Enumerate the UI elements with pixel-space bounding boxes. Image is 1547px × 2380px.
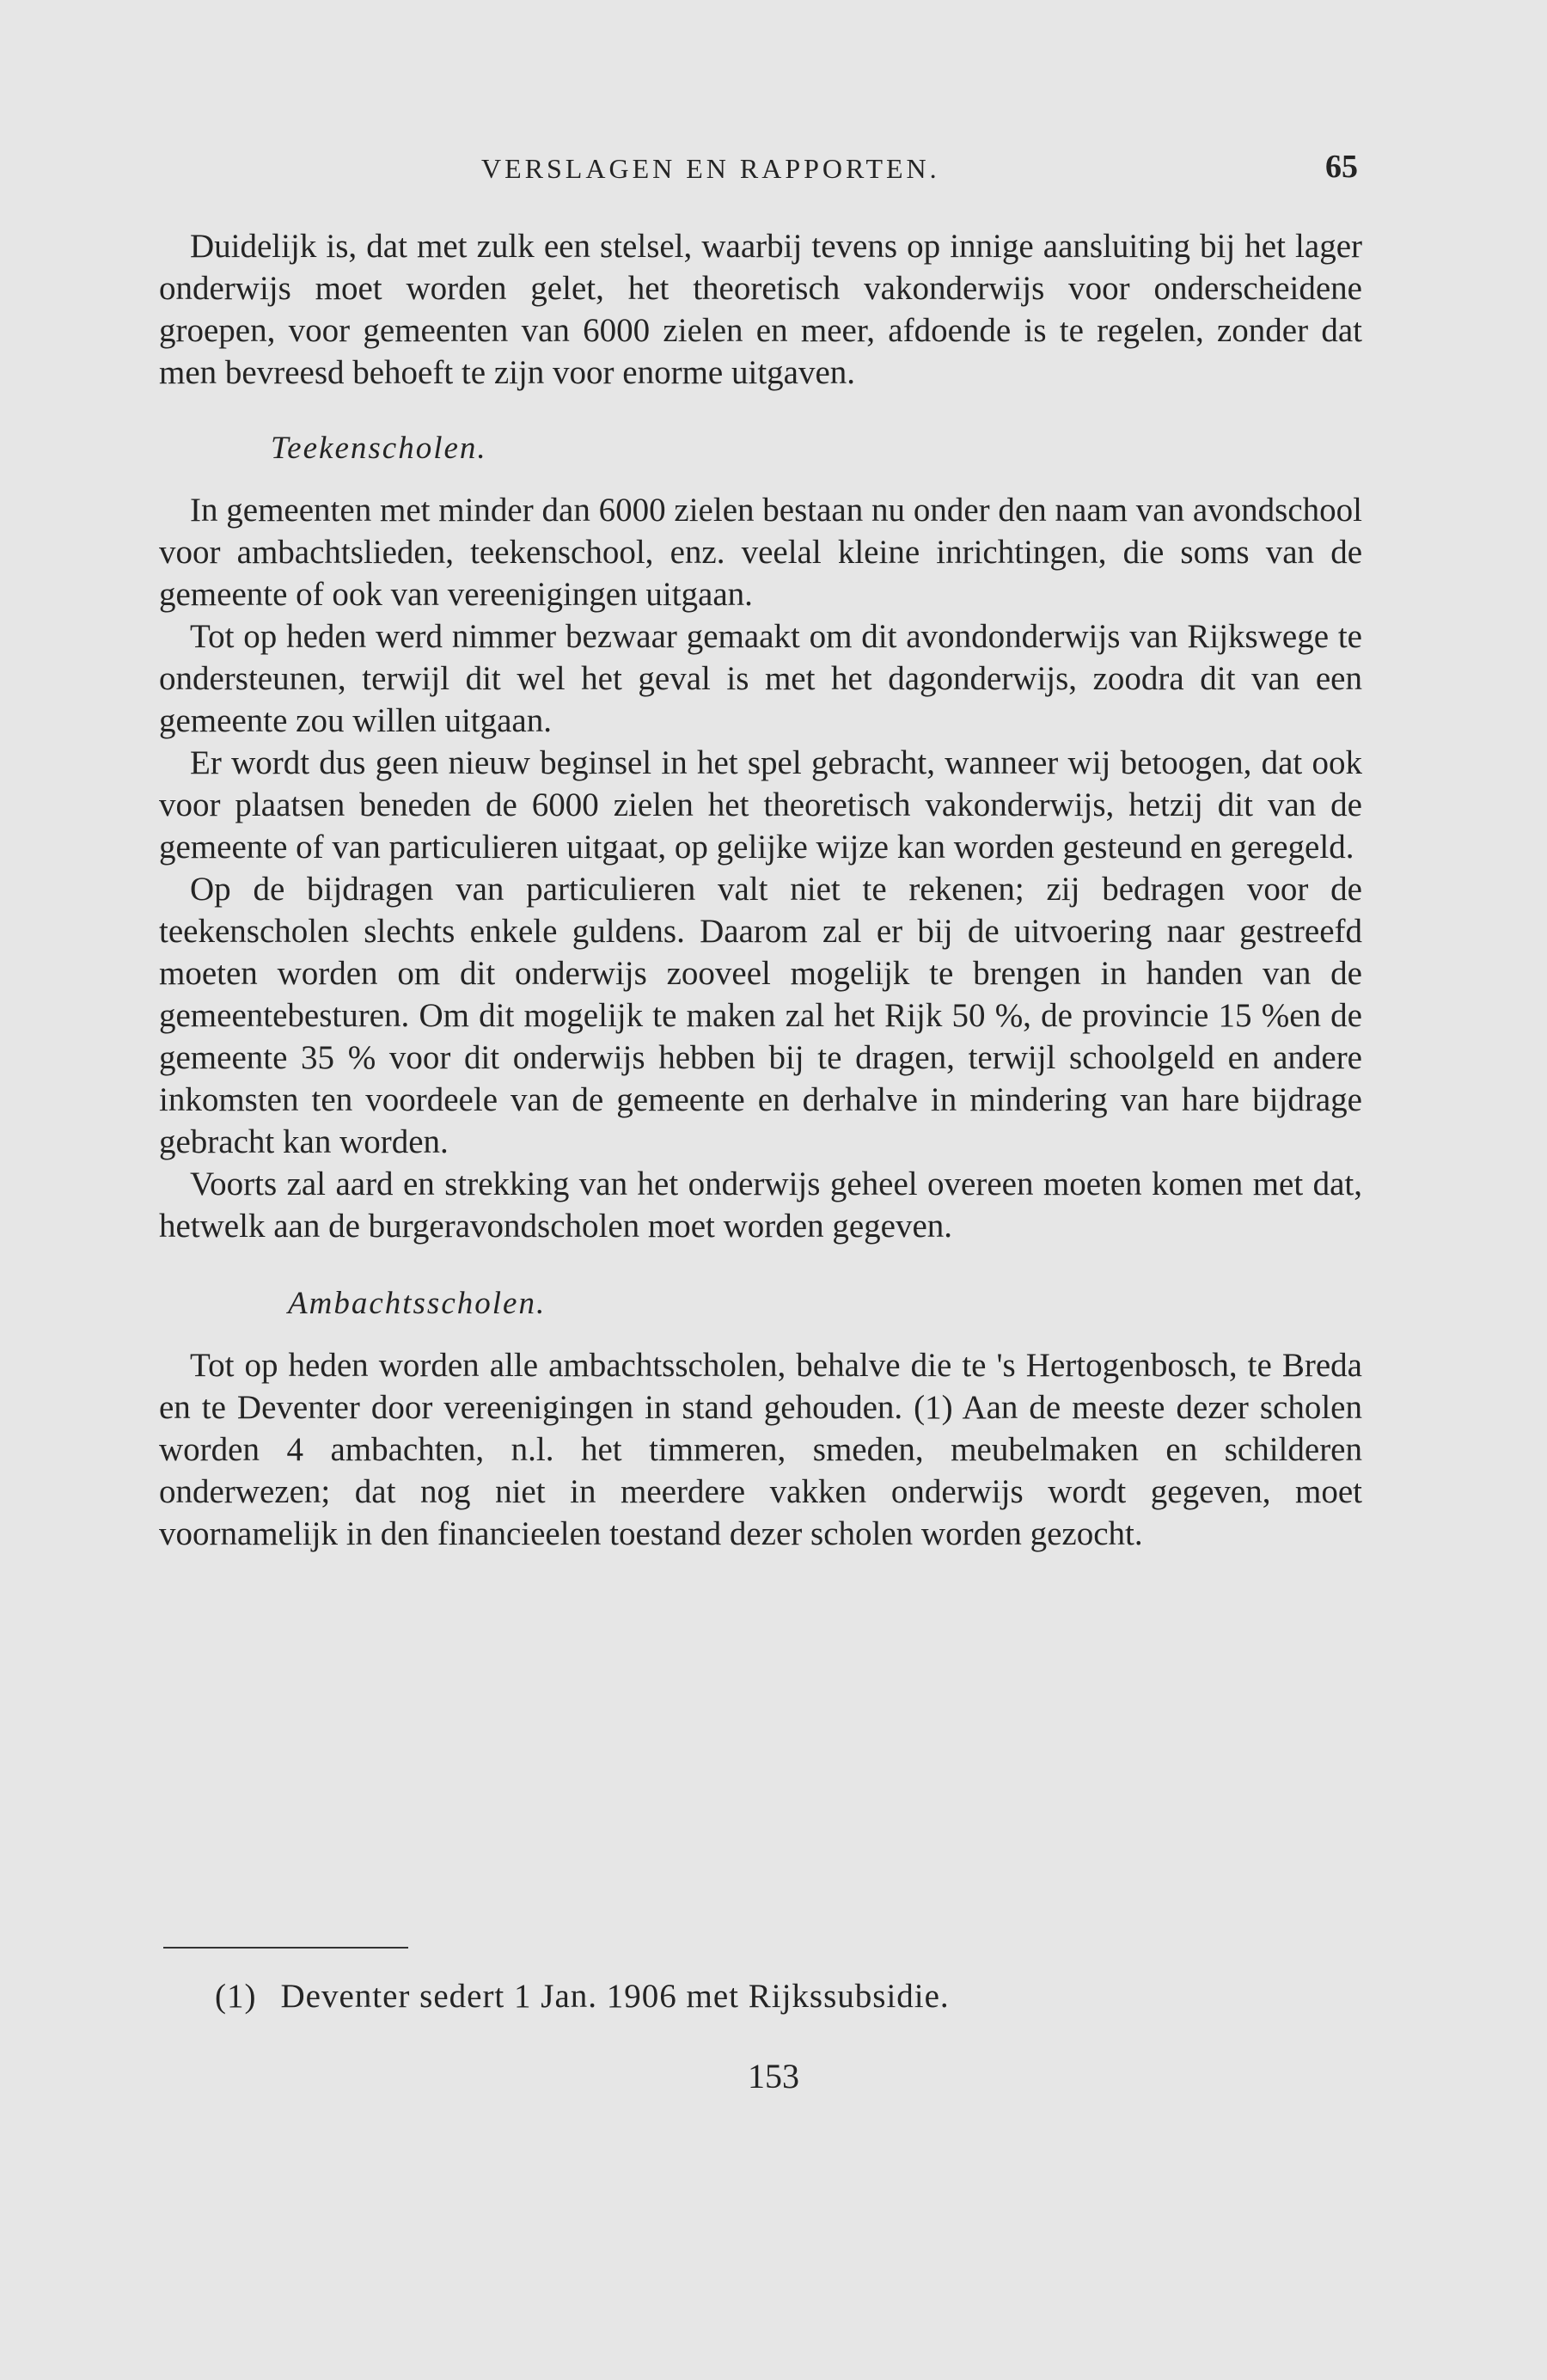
paragraph: Duidelijk is, dat met zulk een stelsel, waarbij tevens op innige aansluiting bij het lager onderwijs moet worden gelet, het theoretisch vakonderwijs voor onderscheidene groepen, voor gemeenten van 6000 zielen en meer, afdoende is te regelen, zonder dat men bevreesd behoeft te zijn voor enorme uitgaven. bbox=[159, 228, 1362, 391]
footnote-text: Deventer sedert 1 Jan. 1906 met Rijkssubsidie. bbox=[280, 1978, 950, 2015]
bottom-page-number: 153 bbox=[748, 2057, 799, 2096]
paragraph: Tot op heden werd nimmer bezwaar gemaakt om dit avondonderwijs van Rijkswege te ondersteunen, terwijl dit wel het geval is met het dagonderwijs, zoodra dit van een gemeente zou willen uitgaan. bbox=[159, 618, 1362, 739]
paragraph: Op de bijdragen van particulieren valt niet te rekenen; zij bedragen voor de teekenscholen slechts enkele guldens. Daarom zal er bij de uitvoering naar gestreefd moeten worden om dit onderwijs zooveel mogelijk te brengen in handen van de gemeentebesturen. Om dit mogelijk te maken zal het Rijk 50 %, de provincie 15 %en de gemeente 35 % voor dit onderwijs hebben bij te dragen, terwijl schoolgeld en andere inkomsten ten voordeele van de gemeente en derhalve in mindering van hare bijdrage gebracht kan worden. bbox=[159, 871, 1362, 1160]
main-text bbox=[159, 225, 1362, 1555]
footnote-divider bbox=[163, 1947, 408, 1949]
running-title: VERSLAGEN EN RAPPORTEN. bbox=[481, 153, 940, 184]
paragraph: In gemeenten met minder dan 6000 zielen bestaan nu onder den naam van avondschool voor ambachtslieden, teekenschool, enz. veelal kleine inrichtingen, die soms van de gemeente of ook van vereenigingen uitgaan. bbox=[159, 492, 1362, 613]
paragraph: Voorts zal aard en strekking van het onderwijs geheel overeen moeten komen met dat, hetwelk aan de burgeravondscholen moet worden gegeven. bbox=[159, 1166, 1362, 1245]
paragraph: Er wordt dus geen nieuw beginsel in het spel gebracht, wanneer wij betoogen, dat ook voor plaatsen beneden de 6000 zielen het theoretisch vakonderwijs, hetzij dit van de gemeente of van particulieren uitgaat, op gelijke wijze kan worden gesteund en geregeld. bbox=[159, 744, 1362, 866]
page-number: 65 bbox=[1325, 149, 1358, 185]
section-heading-ambachtsscholen: Ambachtsscholen. bbox=[288, 1286, 547, 1321]
footnote-marker: (1) bbox=[215, 1978, 257, 2015]
footnote bbox=[215, 1977, 950, 2016]
paragraph: Tot op heden worden alle ambachtsscholen, behalve die te 's Hertogenbosch, te Breda en te Deventer door vereenigingen in stand gehouden. (1) Aan de meeste dezer scholen worden 4 ambachten, n.l. het timmeren, smeden, meubelmaken en schilderen onderwezen; dat nog niet in meerdere vakken onderwijs wordt gegeven, moet voornamelijk in den financieelen toestand dezer scholen worden gezocht. bbox=[159, 1347, 1362, 1552]
page-header bbox=[163, 149, 1358, 196]
section-heading-teekenscholen: Teekenscholen. bbox=[271, 431, 487, 466]
